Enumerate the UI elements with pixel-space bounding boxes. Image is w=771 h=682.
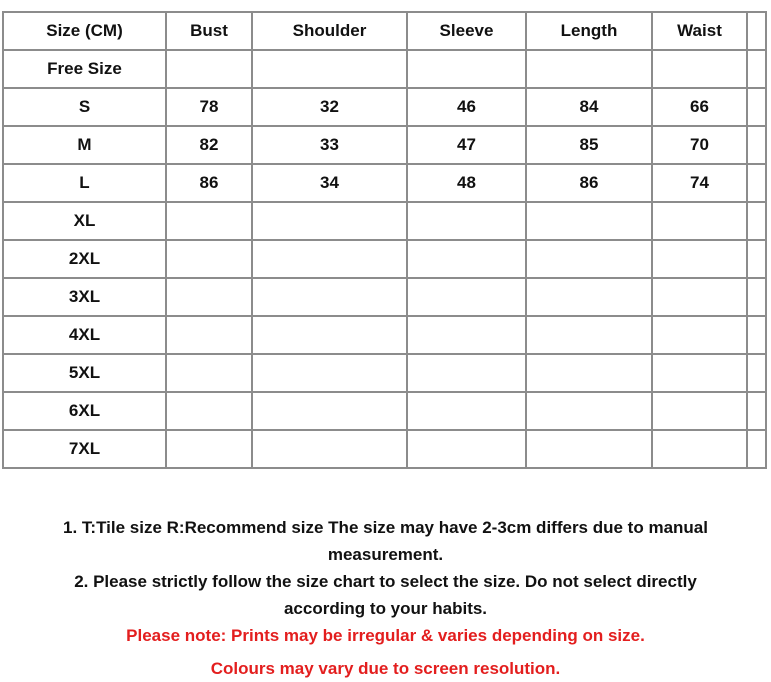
cell-sleeve: 48 — [407, 164, 526, 202]
table-row — [3, 88, 766, 126]
cell-size: 4XL — [3, 316, 166, 354]
header-length: Length — [526, 12, 652, 50]
cell-sleeve — [407, 430, 526, 468]
note-2-line-1: 2. Please strictly follow the size chart to select the size. Do not select directly — [74, 572, 697, 591]
cell-blank — [747, 354, 766, 392]
cell-shoulder — [252, 316, 407, 354]
cell-shoulder — [252, 354, 407, 392]
note-2-line-2: according to your habits. — [283, 599, 488, 618]
cell-length — [526, 240, 652, 278]
table-row — [3, 126, 766, 164]
cell-waist — [652, 392, 747, 430]
cell-sleeve: 46 — [407, 88, 526, 126]
header-bust: Bust — [166, 12, 252, 50]
table-row — [3, 316, 766, 354]
cell-sleeve: 47 — [407, 126, 526, 164]
cell-size: 6XL — [3, 392, 166, 430]
cell-blank — [747, 202, 766, 240]
cell-shoulder: 32 — [252, 88, 407, 126]
cell-bust — [166, 316, 252, 354]
cell-bust: 78 — [166, 88, 252, 126]
cell-shoulder — [252, 278, 407, 316]
notes-section — [0, 514, 771, 682]
cell-length: 85 — [526, 126, 652, 164]
note-1-line-1: 1. T:Tile size R:Recommend size The size may have 2-3cm differs due to manual — [63, 518, 708, 537]
cell-length: 86 — [526, 164, 652, 202]
cell-waist — [652, 202, 747, 240]
cell-bust — [166, 392, 252, 430]
cell-blank — [747, 164, 766, 202]
header-blank — [747, 12, 766, 50]
cell-sleeve — [407, 50, 526, 88]
warning-colours: Colours may vary due to screen resolution. — [210, 659, 561, 678]
cell-sleeve — [407, 392, 526, 430]
cell-bust — [166, 202, 252, 240]
cell-shoulder — [252, 50, 407, 88]
cell-blank — [747, 316, 766, 354]
table-row — [3, 164, 766, 202]
size-table-body — [3, 50, 766, 468]
cell-blank — [747, 240, 766, 278]
cell-blank — [747, 50, 766, 88]
cell-shoulder: 33 — [252, 126, 407, 164]
cell-sleeve — [407, 240, 526, 278]
table-row — [3, 278, 766, 316]
cell-size: L — [3, 164, 166, 202]
table-row — [3, 392, 766, 430]
cell-sleeve — [407, 202, 526, 240]
cell-blank — [747, 278, 766, 316]
cell-waist — [652, 240, 747, 278]
cell-bust: 82 — [166, 126, 252, 164]
cell-bust — [166, 50, 252, 88]
cell-shoulder — [252, 430, 407, 468]
cell-length — [526, 278, 652, 316]
cell-waist — [652, 354, 747, 392]
cell-waist: 66 — [652, 88, 747, 126]
table-row — [3, 202, 766, 240]
cell-length — [526, 316, 652, 354]
cell-size: 5XL — [3, 354, 166, 392]
cell-length — [526, 202, 652, 240]
cell-length — [526, 430, 652, 468]
cell-size: 7XL — [3, 430, 166, 468]
table-row — [3, 240, 766, 278]
cell-length: 84 — [526, 88, 652, 126]
cell-sleeve — [407, 278, 526, 316]
cell-sleeve — [407, 316, 526, 354]
cell-size: XL — [3, 202, 166, 240]
cell-size: Free Size — [3, 50, 166, 88]
header-shoulder: Shoulder — [252, 12, 407, 50]
warning-prints: Please note: Prints may be irregular & varies depending on size. — [126, 626, 645, 645]
cell-length — [526, 50, 652, 88]
header-size: Size (CM) — [3, 12, 166, 50]
cell-blank — [747, 430, 766, 468]
cell-waist — [652, 430, 747, 468]
cell-blank — [747, 392, 766, 430]
cell-sleeve — [407, 354, 526, 392]
header-waist: Waist — [652, 12, 747, 50]
header-sleeve: Sleeve — [407, 12, 526, 50]
cell-shoulder: 34 — [252, 164, 407, 202]
table-row — [3, 354, 766, 392]
cell-size: 2XL — [3, 240, 166, 278]
cell-waist: 70 — [652, 126, 747, 164]
cell-size: M — [3, 126, 166, 164]
cell-bust — [166, 240, 252, 278]
size-chart — [2, 11, 767, 469]
cell-blank — [747, 88, 766, 126]
cell-bust — [166, 354, 252, 392]
table-row — [3, 430, 766, 468]
note-1-line-2: measurement. — [327, 545, 444, 564]
cell-waist — [652, 316, 747, 354]
cell-length — [526, 354, 652, 392]
cell-waist: 74 — [652, 164, 747, 202]
cell-size: 3XL — [3, 278, 166, 316]
cell-blank — [747, 126, 766, 164]
cell-waist — [652, 50, 747, 88]
cell-shoulder — [252, 202, 407, 240]
cell-length — [526, 392, 652, 430]
cell-waist — [652, 278, 747, 316]
cell-bust — [166, 278, 252, 316]
cell-bust: 86 — [166, 164, 252, 202]
cell-size: S — [3, 88, 166, 126]
table-row — [3, 50, 766, 88]
size-table — [2, 11, 767, 469]
cell-shoulder — [252, 240, 407, 278]
cell-shoulder — [252, 392, 407, 430]
cell-bust — [166, 430, 252, 468]
header-row — [3, 12, 766, 50]
